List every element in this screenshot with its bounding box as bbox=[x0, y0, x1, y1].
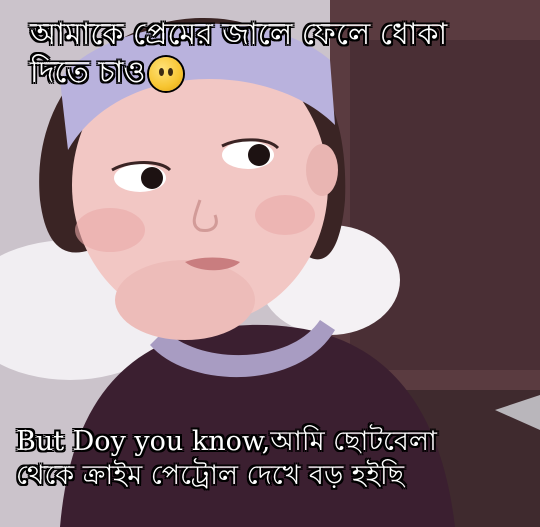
ear bbox=[306, 144, 338, 196]
right-pupil bbox=[248, 144, 270, 166]
left-pupil bbox=[141, 167, 163, 189]
top-caption bbox=[30, 16, 520, 91]
right-cheek bbox=[255, 195, 315, 235]
top-caption-line-2-text: দিতে চাও bbox=[30, 54, 146, 90]
bottom-caption-line-2: থেকে ক্রাইম পেট্রোল দেখে বড় হইছি bbox=[16, 459, 405, 491]
top-caption-line-1: আমাকে প্রেমের জালে ফেলে ধোকা bbox=[30, 17, 448, 52]
bottom-caption-line-1: But Doy you know,আমি ছোটবেলা bbox=[16, 426, 437, 457]
bottom-caption bbox=[16, 425, 526, 493]
top-caption-line-2 bbox=[30, 54, 520, 92]
no-mouth-face-emoji-icon bbox=[149, 57, 183, 91]
chin bbox=[115, 260, 255, 340]
left-cheek bbox=[75, 208, 145, 252]
